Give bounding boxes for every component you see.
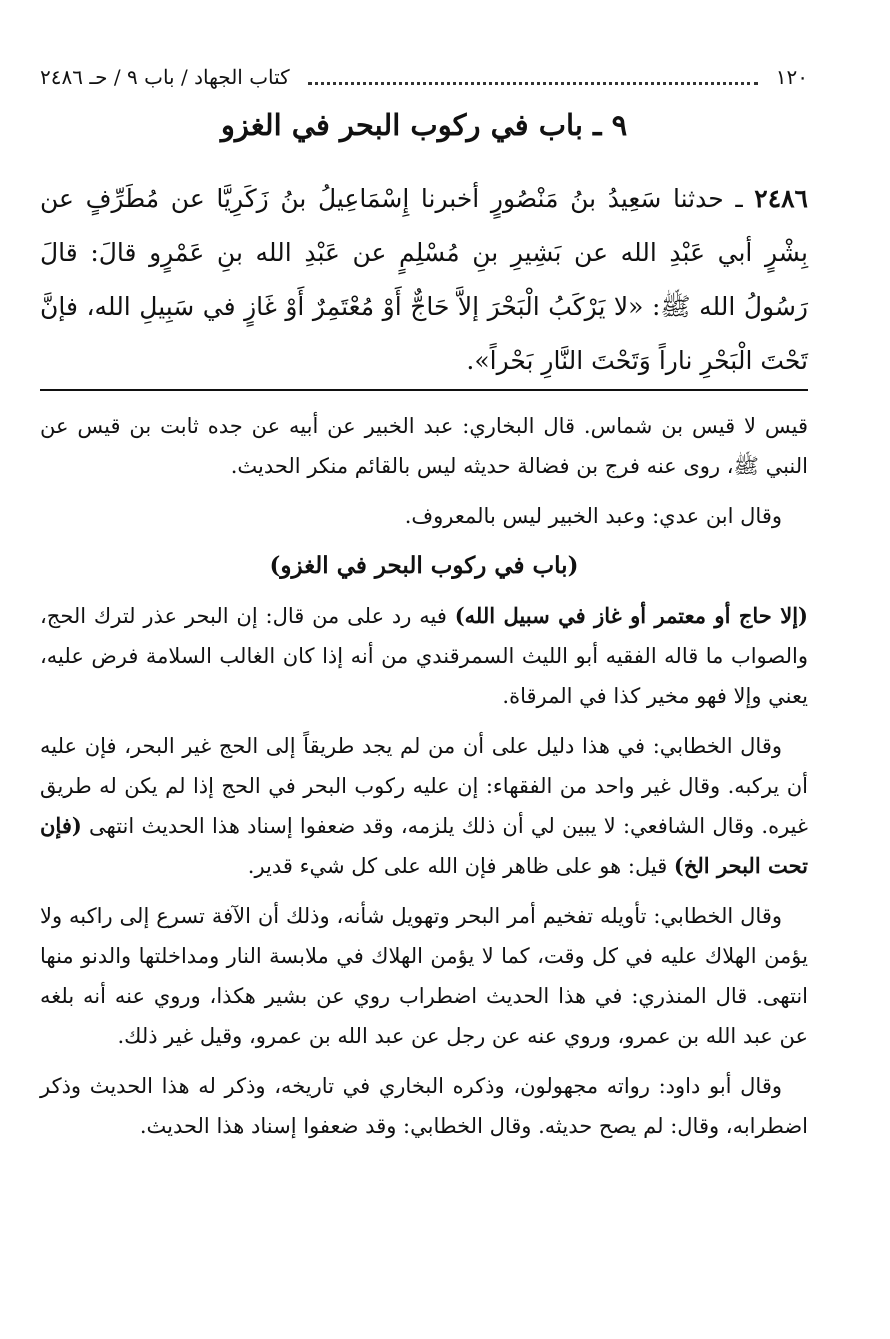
matn-quote-1: (إلا حاج أو معتمر أو غاز في سبيل الله): [454, 603, 808, 628]
hadith-number: ٢٤٨٦: [754, 184, 808, 213]
commentary-paragraph-3: [40, 596, 808, 716]
commentary-paragraph-3-text: فيه رد على من قال: إن البحر عذر لترك الحج، والصواب ما قاله الفقيه أبو الليث السمرقندي من أنه إذا كان الغالب السلامة فرض عليه، يعني وإلا فهو مخير كذا في المرقاة.: [40, 604, 808, 708]
header-dotted-leader: [308, 82, 758, 85]
commentary-paragraph-4: [40, 726, 808, 886]
commentary-paragraph-2: وقال ابن عدي: وعبد الخبير ليس بالمعروف.: [404, 504, 782, 528]
commentary-paragraph-5: وقال الخطابي: تأويله تفخيم أمر البحر وتهويل شأنه، وذلك أن الآفة تسرع إلى راكبه ولا يؤمن الهلاك عليه في كل وقت، كما لا يؤمن الهلاك في ملابسة النار ومداخلتها والدنو منها انتهى. قال المنذري: في هذا الحديث اضطراب روي عن بشير هكذا، وروي عنه أنه بلغه عن عبد الله بن عمرو، وروي عنه عن رجل عن عبد الله بن عمرو، وقيل غير ذلك.: [40, 904, 808, 1048]
commentary-paragraph-6: وقال أبو داود: رواته مجهولون، وذكره البخاري في تاريخه، وذكر له هذا الحديث وذكر اضطرابه، وقال: لم يصح حديثه. وقال الخطابي: وقد ضعفوا إسناد هذا الحديث.: [40, 1074, 808, 1138]
commentary-paragraph-4-start: وقال الخطابي: في هذا دليل على أن من لم يجد طريقاً إلى الحج غير البحر، فإن عليه أن يركبه. وقال غير واحد من الفقهاء: إن عليه ركوب البحر في الحج إذا لم يكن له طريق غيره. وقال الشافعي: لا يبين لي أن ذلك يلزمه، وقد ضعفوا إسناد هذا الحديث انتهى: [40, 734, 808, 838]
hadith-text: ـ حدثنا سَعِيدُ بنُ مَنْصُورٍ أخبرنا إِسْمَاعِيلُ بنُ زَكَرِيَّا عن مُطَرِّفٍ عن بِشْرٍ أبي عَبْدِ الله عن بَشِيرِ بنِ مُسْلِمٍ عن عَبْدِ الله بنِ عَمْرٍو قالَ: قالَ رَسُولُ الله ﷺ: «لا يَرْكَبُ الْبَحْرَ إلاَّ حَاجٌّ أَوْ مُعْتَمِرٌ أَوْ غَازٍ في سَبِيلِ الله، فإنَّ تَحْتَ الْبَحْرِ ناراً وَتَحْتَ النَّارِ بَحْراً».: [40, 184, 808, 375]
commentary-block: [40, 406, 808, 1156]
matn-quote-2: (فإن تحت البحر الخ): [40, 813, 808, 878]
page-header: [40, 62, 808, 92]
commentary-paragraph-4-end: قيل: هو على ظاهر فإن الله على كل شيء قدير.: [247, 854, 674, 878]
hadith-text-block: [40, 172, 808, 388]
commentary-paragraph-1: قيس لا قيس بن شماس. قال البخاري: عبد الخبير عن أبيه عن جده ثابت بن قيس عن النبي ﷺ، روى عنه فرج بن فضالة حديثه ليس بالقائم منكر الحديث.: [40, 414, 808, 478]
footnote-divider: [40, 389, 808, 391]
chapter-title: ٩ ـ باب في ركوب البحر في الغزو: [220, 108, 628, 142]
commentary-subheading: (باب في ركوب البحر في الغزو): [269, 552, 579, 579]
running-title: كتاب الجهاد / باب ٩ / حـ ٢٤٨٦: [40, 65, 290, 89]
page-number: ١٢٠: [775, 65, 808, 89]
